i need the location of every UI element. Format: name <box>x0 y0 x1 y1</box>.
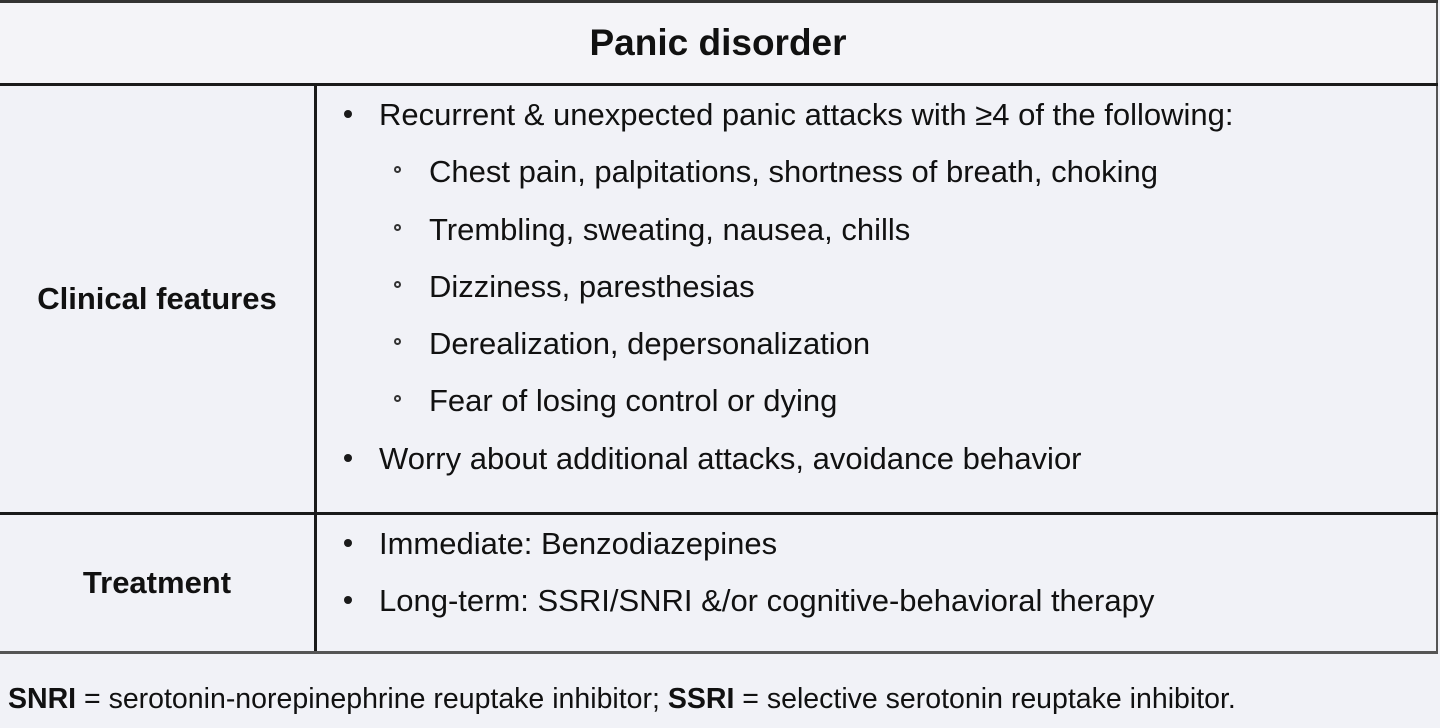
bullet-icon <box>344 596 352 604</box>
sublist-item-text: Derealization, depersonalization <box>429 326 871 362</box>
hollow-bullet-icon <box>394 166 401 173</box>
table-row-treatment <box>0 514 1437 653</box>
list-item-text: Long-term: SSRI/SNRI &/or cognitive-behavioral therapy <box>379 583 1155 619</box>
list-item <box>317 86 1436 430</box>
sublist-item-text: Trembling, sweating, nausea, chills <box>429 211 911 247</box>
hollow-bullet-icon <box>394 281 401 288</box>
sublist-item <box>379 315 1436 372</box>
def-ssri: = selective serotonin reuptake inhibitor. <box>734 683 1236 715</box>
abbr-ssri: SSRI <box>667 683 735 715</box>
list-item-text: Immediate: Benzodiazepines <box>379 526 778 561</box>
table-row-clinical-features <box>0 85 1437 514</box>
treatment-list <box>317 515 1436 630</box>
list-item <box>317 515 1436 572</box>
hollow-bullet-icon <box>394 395 401 402</box>
sublist-item-text: Dizziness, paresthesias <box>429 268 755 304</box>
abbr-snri: SNRI <box>8 683 77 715</box>
abbreviation-footnote <box>8 683 1236 716</box>
table-title: Panic disorder <box>0 2 1437 85</box>
row-content-treatment <box>316 514 1438 653</box>
def-snri: = serotonin-norepinephrine reuptake inhibitor; <box>76 683 668 715</box>
clinical-features-list <box>317 86 1436 487</box>
list-item-text: Recurrent & unexpected panic attacks with ≥4 of the following: <box>379 97 1234 132</box>
symptom-sublist <box>379 143 1436 429</box>
sublist-item <box>379 143 1436 200</box>
sublist-item <box>379 258 1436 315</box>
sublist-item-text: Fear of losing control or dying <box>429 383 838 419</box>
bullet-icon <box>344 110 352 118</box>
table-title-row <box>0 2 1437 85</box>
bullet-icon <box>344 454 352 462</box>
list-item-text: Worry about additional attacks, avoidance behavior <box>379 440 1082 476</box>
row-label-clinical-features: Clinical features <box>0 85 316 514</box>
hollow-bullet-icon <box>394 224 401 231</box>
row-label-treatment: Treatment <box>0 514 316 653</box>
sublist-item <box>379 201 1436 258</box>
sublist-item-text: Chest pain, palpitations, shortness of breath, choking <box>429 154 1158 190</box>
list-item <box>317 572 1436 629</box>
row-content-clinical-features <box>316 85 1438 514</box>
list-item <box>317 430 1436 487</box>
sublist-item <box>379 372 1436 429</box>
bullet-icon <box>344 539 352 547</box>
hollow-bullet-icon <box>394 338 401 345</box>
